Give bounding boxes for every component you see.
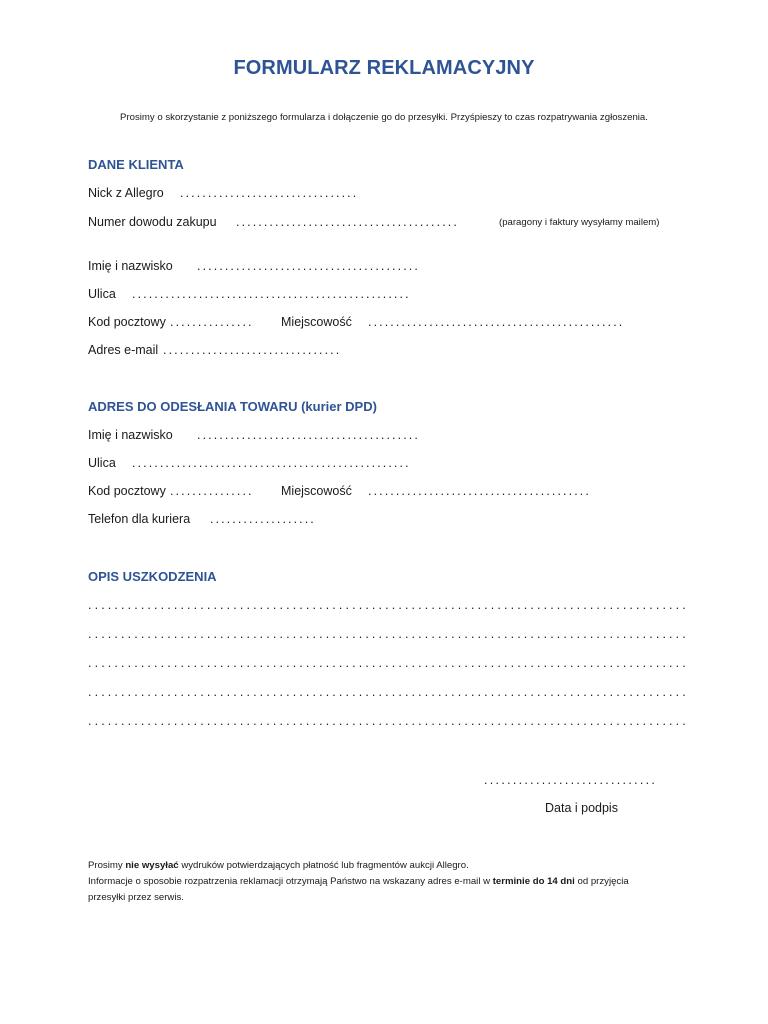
intro-text: Prosimy o skorzystanie z poniższego formularza i dołączenie go do przesyłki. Przyśpieszy to czas rozpatrywania zgłoszenia. bbox=[120, 112, 648, 123]
damage-line[interactable]: ........................................................................................... bbox=[88, 656, 689, 670]
footer-line-3: przesyłki przez serwis. bbox=[88, 892, 184, 903]
return-name-label: Imię i nazwisko bbox=[88, 428, 173, 442]
return-postal-field[interactable]: ............... bbox=[170, 484, 254, 498]
client-street-field[interactable]: .................................................. bbox=[132, 287, 411, 301]
return-street-field[interactable]: .................................................. bbox=[132, 456, 411, 470]
damage-line[interactable]: ........................................................................................... bbox=[88, 685, 689, 699]
phone-field[interactable]: ................... bbox=[210, 512, 316, 526]
signature-label: Data i podpis bbox=[545, 801, 618, 815]
return-name-field[interactable]: ........................................ bbox=[197, 428, 420, 442]
return-city-field[interactable]: ........................................ bbox=[368, 484, 591, 498]
footer-line-1: Prosimy nie wysyłać wydruków potwierdzających płatność lub fragmentów aukcji Allegro. bbox=[88, 860, 469, 871]
receipt-label: Numer dowodu zakupu bbox=[88, 215, 217, 229]
damage-line[interactable]: ........................................................................................... bbox=[88, 598, 689, 612]
client-street-label: Ulica bbox=[88, 287, 116, 301]
damage-line[interactable]: ........................................................................................... bbox=[88, 714, 689, 728]
client-name-label: Imię i nazwisko bbox=[88, 259, 173, 273]
return-section-heading: ADRES DO ODESŁANIA TOWARU (kurier DPD) bbox=[88, 399, 377, 414]
phone-label: Telefon dla kuriera bbox=[88, 512, 191, 526]
client-postal-label: Kod pocztowy bbox=[88, 315, 166, 329]
client-postal-field[interactable]: ............... bbox=[170, 315, 254, 329]
return-city-label: Miejscowość bbox=[281, 484, 352, 498]
email-label: Adres e-mail bbox=[88, 343, 159, 357]
client-city-label: Miejscowość bbox=[281, 315, 352, 329]
receipt-note: (paragony i faktury wysyłamy mailem) bbox=[499, 217, 660, 228]
damage-section-heading: OPIS USZKODZENIA bbox=[88, 569, 217, 584]
return-street-label: Ulica bbox=[88, 456, 116, 470]
signature-field[interactable]: .............................. bbox=[484, 773, 658, 787]
nick-field[interactable]: ................................ bbox=[180, 186, 359, 200]
return-postal-label: Kod pocztowy bbox=[88, 484, 166, 498]
form-title: FORMULARZ REKLAMACYJNY bbox=[233, 57, 535, 79]
receipt-field[interactable]: ........................................ bbox=[236, 215, 459, 229]
damage-line[interactable]: ........................................................................................... bbox=[88, 627, 689, 641]
footer-line-2: Informacje o sposobie rozpatrzenia reklamacji otrzymają Państwo na wskazany adres e-mail w terminie do 14 dni od przyjęcia bbox=[88, 876, 629, 887]
nick-label: Nick z Allegro bbox=[88, 186, 164, 200]
client-section-heading: DANE KLIENTA bbox=[88, 157, 184, 172]
client-city-field[interactable]: .............................................. bbox=[368, 315, 625, 329]
email-field[interactable]: ................................ bbox=[163, 343, 342, 357]
client-name-field[interactable]: ........................................ bbox=[197, 259, 420, 273]
